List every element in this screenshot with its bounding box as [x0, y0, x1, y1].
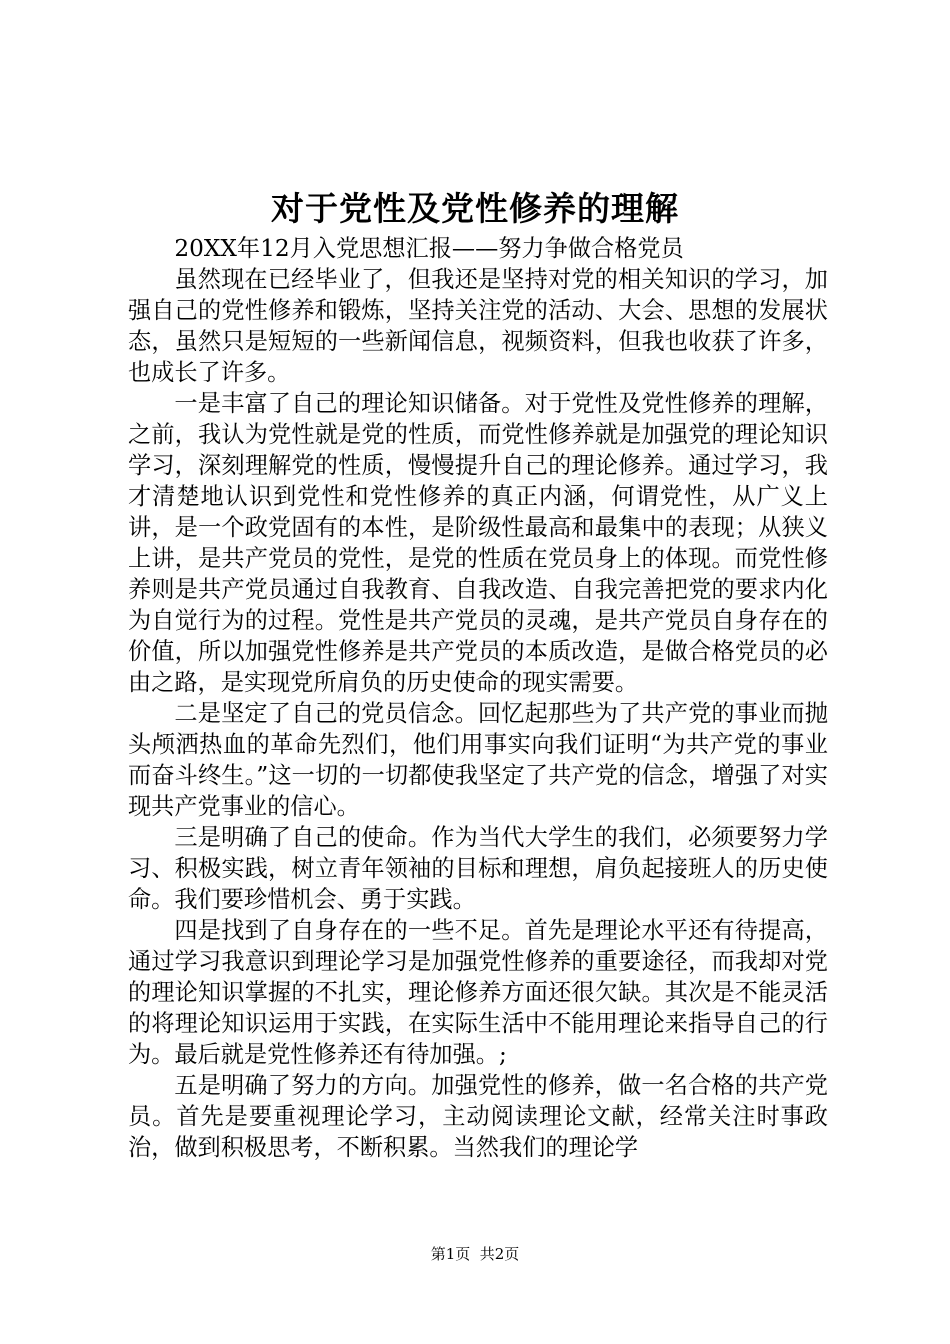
document-title: 对于党性及党性修养的理解	[271, 189, 679, 228]
page-footer	[0, 1244, 950, 1264]
paragraph-intro: 虽然现在已经毕业了，但我还是坚持对党的相关知识的学习，加强自己的党性修养和锻炼，坚持关注党的活动、大会、思想的发展状态，虽然只是短短的一些新闻信息，视频资料，但我也收获了许多，也成长了许多。	[128, 266, 828, 386]
document-body	[128, 233, 828, 1163]
document-subtitle: 20XX年12月入党思想汇报——努力争做合格党员	[174, 235, 684, 262]
paragraph-point-1: 一是丰富了自己的理论知识储备。对于党性及党性修养的理解，之前，我认为党性就是党的性质，而党性修养就是加强党的理论知识学习，深刻理解党的性质，慢慢提升自己的理论修养。通过学习，我才清楚地认识到党性和党性修养的真正内涵，何谓党性，从广义上讲，是一个政党固有的本性，是阶级性最高和最集中的表现；从狭义上讲，是共产党员的党性，是党的性质在党员身上的体现。而党性修养则是共产党员通过自我教育、自我改造、自我完善把党的要求内化为自觉行为的过程。党性是共产党员的灵魂，是共产党员自身存在的价值，所以加强党性修养是共产党员的本质改造，是做合格党员的必由之路，是实现党所肩负的历史使命的现实需要。	[128, 390, 828, 696]
paragraph-point-4: 四是找到了自身存在的一些不足。首先是理论水平还有待提高，通过学习我意识到理论学习是加强党性修养的重要途径，而我却对党的理论知识掌握的不扎实，理论修养方面还很欠缺。其次是不能灵活的将理论知识运用于实践，在实际生活中不能用理论来指导自己的行为。最后就是党性修养还有待加强。;	[128, 917, 828, 1068]
paragraph-point-5: 五是明确了努力的方向。加强党性的修养，做一名合格的共产党员。首先是要重视理论学习，主动阅读理论文献，经常关注时事政治，做到积极思考，不断积累。当然我们的理论学	[128, 1072, 828, 1161]
page-indicator: 第1页 共2页	[430, 1245, 520, 1263]
paragraph-point-2: 二是坚定了自己的党员信念。回忆起那些为了共产党的事业而抛头颅洒热血的革命先烈们，他们用事实向我们证明“为共产党的事业而奋斗终生。”这一切的一切都使我坚定了共产党的信念，增强了对实现共产党事业的信心。	[128, 700, 828, 820]
paragraph-point-3: 三是明确了自己的使命。作为当代大学生的我们，必须要努力学习、积极实践，树立青年领袖的目标和理想，肩负起接班人的历史使命。我们要珍惜机会、勇于实践。	[128, 824, 828, 913]
